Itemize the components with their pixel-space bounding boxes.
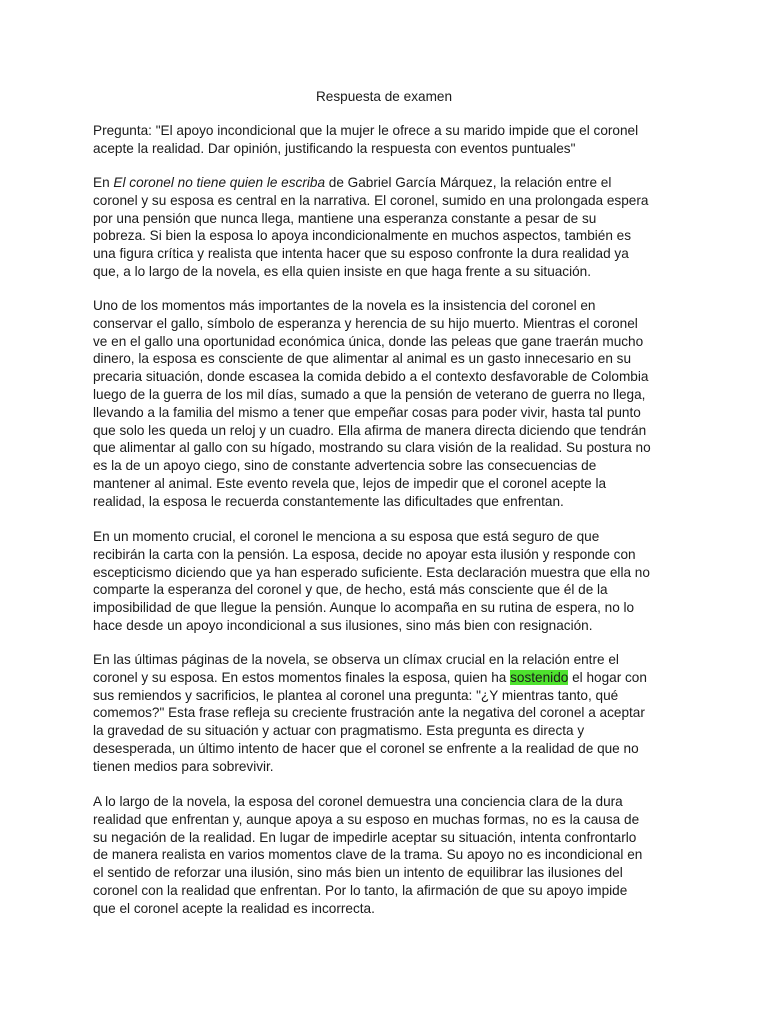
paragraph-intro [93,174,683,281]
text-line: dinero, la esposa es consciente de que alimentar al animal es un gasto innecesario en su [93,351,632,367]
paragraph-conclusion [93,793,683,918]
text-line: sus remiendos y sacrificios, le plantea al coronel una pregunta: "¿Y mientras tanto, qué [93,687,619,703]
text-line: que alimentar al gallo con su hígado, mostrando su clara visión de la realidad. Su postura no [93,440,651,456]
text-segment: de Gabriel García Márquez, la relación entre el [325,175,612,190]
text-line [93,174,683,192]
text-line: precaria situación, donde escasea la comida debido a el contexto desfavorable de Colombia [93,369,649,385]
text-line: coronel y su esposa es central en la narrativa. El coronel, sumido en una prolongada espera [93,192,649,208]
paragraph-climax [93,651,683,776]
paragraph-gallo [93,297,683,511]
text-line: llevando a la familia del mismo a tener que empeñar cosas para poder vivir, hasta tal punto [93,404,641,420]
text-line: de manera realista en varios momentos clave de la trama. Su apoyo no es incondicional en [93,847,643,863]
text-line: Uno de los momentos más importantes de la novela es la insistencia del coronel en [93,298,596,313]
text-line: comemos?" Esta frase refleja su creciente frustración ante la negativa del coronel a aceptar [93,705,645,721]
text-line: ve en el gallo una oportunidad económica única, donde las peleas que gane traerán mucho [93,333,644,349]
highlighted-word: sostenido [510,669,569,685]
text-line: la gravedad de su situación y actuar con pragmatismo. Esta pregunta es directa y [93,723,585,739]
book-title: El coronel no tiene quien le escriba [113,175,325,190]
text-line: es la de un apoyo ciego, sino de constante advertencia sobre las consecuencias de [93,458,597,474]
text-line: que solo les queda un reloj y un cuadro. Ella afirma de manera directa diciendo que tendrán [93,422,647,438]
text-segment: En [93,175,114,190]
text-line [93,669,683,687]
text-segment: el hogar con [568,669,647,685]
text-line: por una pensión que nunca llega, mantiene una esperanza constante a pesar de su [93,210,597,226]
text-line: su negación de la realidad. En lugar de impedirle aceptar su situación, intenta confrontarlo [93,829,637,845]
text-line: En las últimas páginas de la novela, se observa un clímax crucial en la relación entre el [93,652,619,667]
text-line: escepticismo diciendo que ya han esperado suficiente. Esta declaración muestra que ella no [93,564,650,580]
text-line: una figura crítica y realista que intenta hacer que su esposo confronte la dura realidad ya [93,246,629,262]
text-line: coronel con la realidad que enfrentan. Por lo tanto, la afirmación de que su apoyo impide [93,882,628,898]
text-line: En un momento crucial, el coronel le menciona a su esposa que está seguro de que [93,529,600,544]
text-segment: coronel y su esposa. En estos momentos finales la esposa, quien ha [93,669,511,685]
text-line: Pregunta: "El apoyo incondicional que la mujer le ofrece a su marido impide que el coronel [93,123,639,138]
paragraph-pension [93,528,683,635]
text-line: desesperada, un último intento de hacer que el coronel se enfrente a la realidad de que no [93,740,639,756]
text-line: pobreza. Si bien la esposa lo apoya incondicionalmente en muchos aspectos, también es [93,228,632,244]
text-line: conservar el gallo, símbolo de esperanza y herencia de su hijo muerto. Mientras el coronel [93,315,638,331]
question-paragraph [93,122,683,158]
text-line: que el coronel acepte la realidad es incorrecta. [93,900,375,916]
text-line: comparte la esperanza del coronel y que, de hecho, está más consciente que él de la [93,582,608,598]
text-line: tienen medios para sobrevivir. [93,758,274,774]
text-line: el sentido de reforzar una ilusión, sino más bien un intento de equilibrar las ilusiones del [93,865,623,881]
text-line: recibirán la carta con la pensión. La esposa, decide no apoyar esta ilusión y responde con [93,546,636,562]
text-line: que, a lo largo de la novela, es ella quien insiste en que haga frente a su situación. [93,263,592,279]
document-title: Respuesta de examen [315,89,453,104]
text-line: acepte la realidad. Dar opinión, justificando la respuesta con eventos puntuales" [93,140,576,156]
text-line: A lo largo de la novela, la esposa del coronel demuestra una conciencia clara de la dura [93,794,623,809]
text-line: imposibilidad de que llegue la pensión. Aunque lo acompaña en su rutina de espera, no lo [93,600,635,616]
text-line: realidad que enfrentan y, aunque apoya a su esposo en muchas formas, no es la causa de [93,811,640,827]
text-line: realidad, la esposa le recuerda constantemente las dificultades que enfrentan. [93,493,564,509]
text-line: luego de la guerra de los mil días, sumado a que la pensión de veterano de guerra no llega, [93,386,646,402]
text-line: mantener al animal. Este evento revela que, lejos de impedir que el coronel acepte la [93,475,607,491]
text-line: hace desde un apoyo incondicional a sus ilusiones, sino más bien con resignación. [93,617,593,633]
